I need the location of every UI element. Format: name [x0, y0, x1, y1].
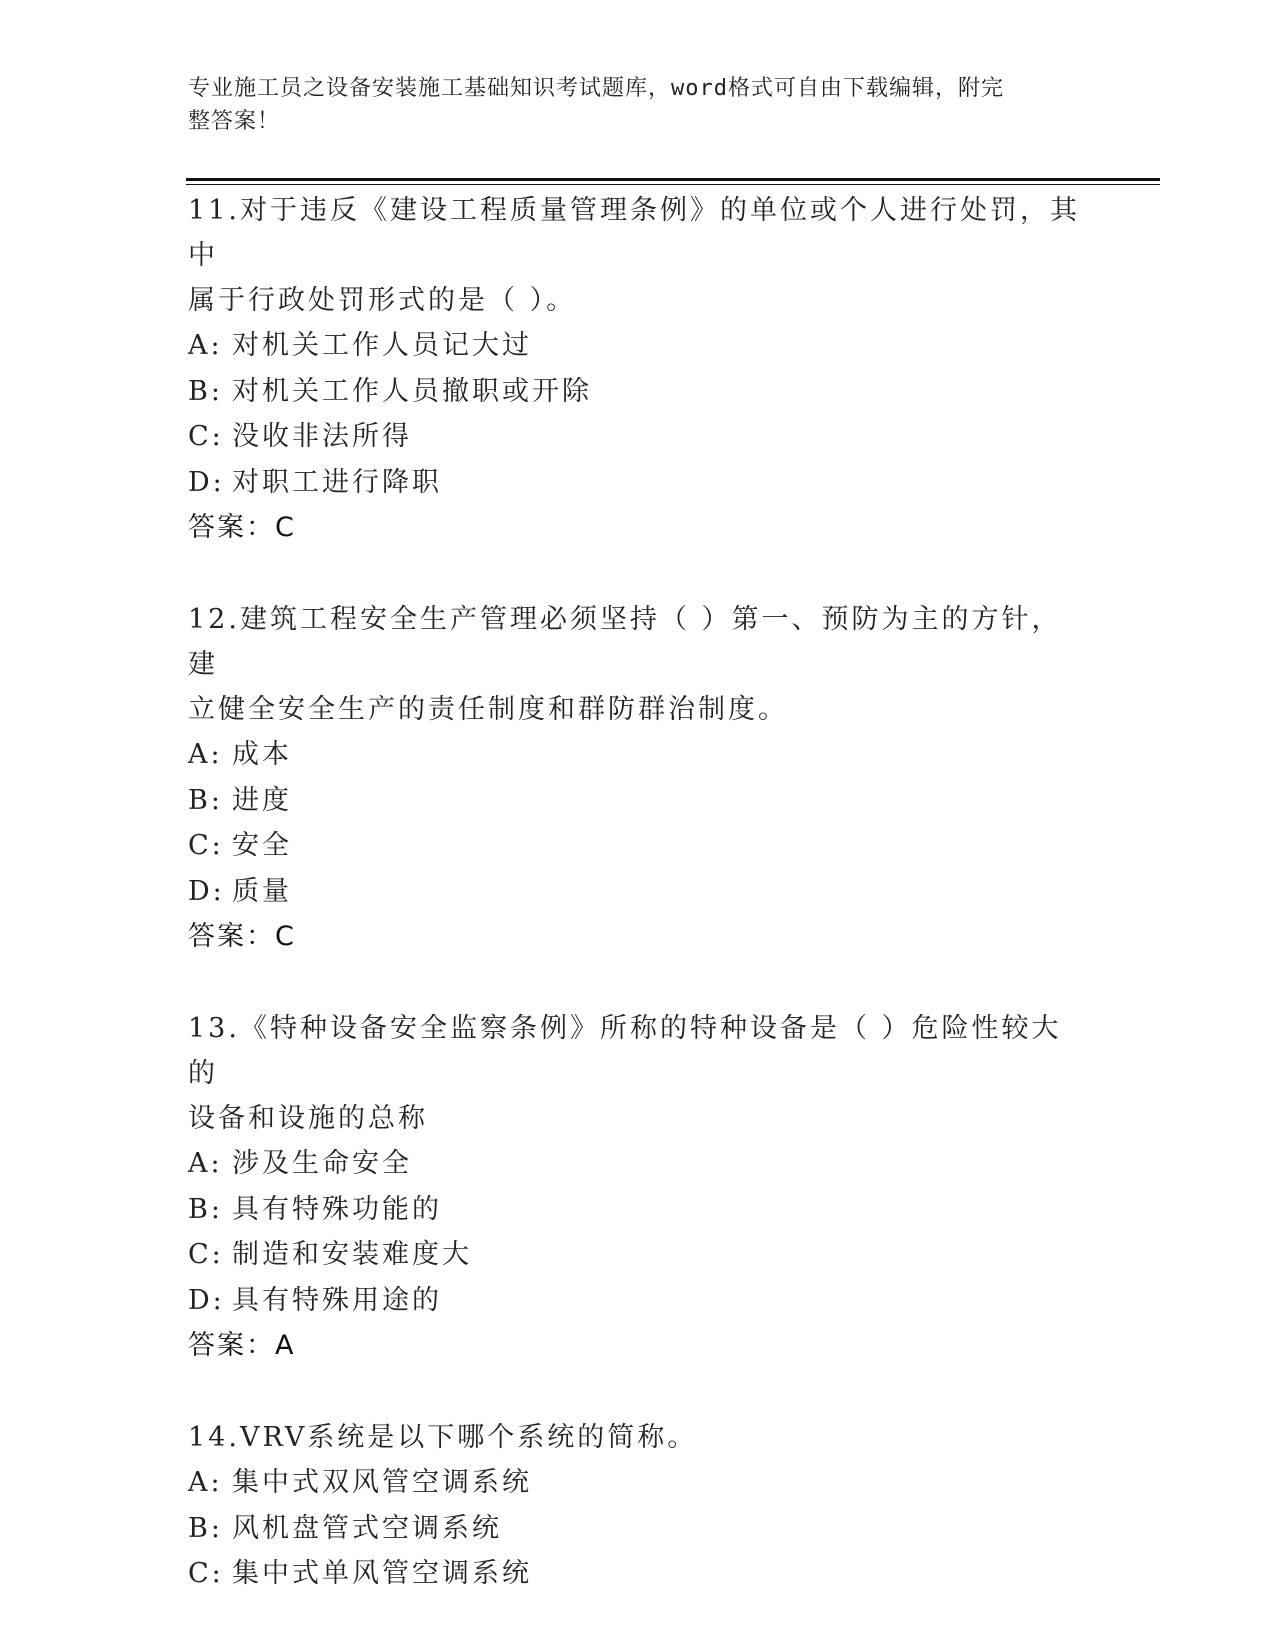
- option-text: 具有特殊功能的: [232, 1193, 442, 1225]
- option-letter: C:: [188, 1239, 224, 1270]
- question-spacer: [188, 1368, 1088, 1415]
- option-text: 成本: [232, 739, 292, 770]
- answer-line: 答案：C: [188, 921, 296, 952]
- question-12: [188, 597, 1088, 959]
- header-divider-thin: [186, 184, 1160, 185]
- option-text: 涉及生命安全: [232, 1148, 412, 1179]
- question-stem-line-1: 11.对于违反《建设工程质量管理条例》的单位或个人进行处罚，其中: [188, 195, 1080, 271]
- document-header: [188, 72, 1068, 138]
- option-letter: A:: [188, 330, 223, 361]
- question-11: [188, 188, 1088, 550]
- question-14: [188, 1415, 1088, 1597]
- option-text: 安全: [232, 830, 292, 861]
- option-text: 具有特殊用途的: [232, 1284, 442, 1316]
- option-letter: B:: [188, 1193, 223, 1225]
- answer-line: 答案：A: [188, 1330, 296, 1361]
- option-b: [188, 1506, 1088, 1552]
- option-letter: B:: [188, 375, 223, 407]
- header-title-line-1: 专业施工员之设备安装施工基础知识考试题库，word格式可自由下载编辑，附完: [188, 76, 1004, 101]
- question-stem-line-2: 属于行政处罚形式的是（ ）。: [188, 285, 577, 316]
- option-letter: A:: [188, 739, 223, 770]
- option-b: [188, 1187, 1088, 1233]
- option-b: [188, 778, 1088, 824]
- option-d: [188, 460, 1088, 506]
- question-spacer: [188, 959, 1088, 1006]
- question-stem-line-1: 12.建筑工程安全生产管理必须坚持（ ）第一、预防为主的方针，建: [188, 604, 1062, 680]
- option-a: [188, 732, 1088, 778]
- option-letter: D:: [188, 875, 225, 907]
- question-13: [188, 1006, 1088, 1368]
- question-list: [188, 188, 1088, 1597]
- question-stem-line-1: 13.《特种设备安全监察条例》所称的特种设备是（ ）危险性较大的: [188, 1013, 1062, 1089]
- header-divider-thick: [186, 178, 1160, 181]
- option-text: 集中式双风管空调系统: [232, 1467, 532, 1498]
- option-letter: A:: [188, 1148, 223, 1179]
- option-text: 质量: [232, 875, 292, 907]
- option-text: 对机关工作人员记大过: [232, 330, 532, 361]
- option-letter: C:: [188, 1558, 224, 1589]
- question-spacer: [188, 550, 1088, 597]
- option-letter: B:: [188, 784, 223, 816]
- option-text: 对机关工作人员撤职或开除: [232, 375, 592, 407]
- option-d: [188, 1278, 1088, 1324]
- option-b: [188, 369, 1088, 415]
- question-stem-line-1: 14.VRV系统是以下哪个系统的简称。: [188, 1422, 698, 1453]
- option-d: [188, 869, 1088, 915]
- option-letter: D:: [188, 466, 225, 498]
- option-text: 风机盘管式空调系统: [232, 1512, 502, 1544]
- option-letter: A:: [188, 1467, 223, 1498]
- option-text: 进度: [232, 784, 292, 816]
- option-text: 集中式单风管空调系统: [232, 1558, 532, 1589]
- option-c: [188, 1551, 1088, 1597]
- option-c: [188, 1232, 1088, 1278]
- option-letter: C:: [188, 421, 224, 452]
- option-a: [188, 323, 1088, 369]
- option-a: [188, 1460, 1088, 1506]
- option-letter: C:: [188, 830, 224, 861]
- question-stem-line-2: 立健全安全生产的责任制度和群防群治制度。: [188, 694, 788, 725]
- option-text: 没收非法所得: [232, 421, 412, 452]
- answer-line: 答案：C: [188, 512, 296, 543]
- option-letter: B:: [188, 1512, 223, 1544]
- option-c: [188, 823, 1088, 869]
- option-a: [188, 1141, 1088, 1187]
- question-stem-line-2: 设备和设施的总称: [188, 1103, 428, 1134]
- option-text: 制造和安装难度大: [232, 1239, 472, 1270]
- option-letter: D:: [188, 1284, 225, 1316]
- option-c: [188, 414, 1088, 460]
- header-title-line-2: 整答案！: [188, 109, 281, 134]
- option-text: 对职工进行降职: [232, 466, 442, 498]
